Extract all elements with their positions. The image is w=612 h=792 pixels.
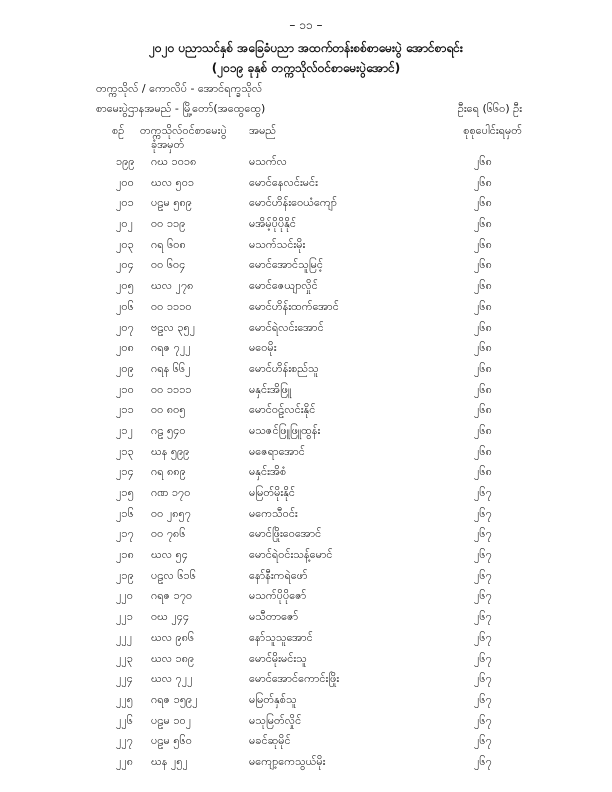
student-name: မောင်အောင်သူမြင့်: [249, 258, 324, 272]
table-row: [0, 693, 612, 714]
table-row: [0, 734, 612, 755]
roll-number: ဂရန ၆၆၂: [151, 361, 191, 375]
column-header-roll-sub: ခုံအမှတ်: [151, 138, 185, 151]
student-name: နော်သူသူအောင်: [249, 630, 313, 644]
row-number: ၂၁၇: [116, 527, 134, 541]
table-row: [0, 507, 612, 528]
roll-number: ဃလ ၁၈၉: [151, 651, 195, 665]
total-marks: ၂၆၈: [474, 217, 492, 231]
student-name: မောင်ဖြိုးဝေအောင်: [249, 527, 322, 541]
column-header-roll: တက္ကသိုလ်ဝင်စာမေးပွဲ: [140, 124, 227, 137]
row-number: ၂၂၀: [116, 589, 133, 603]
table-row: [0, 486, 612, 507]
roll-number: ပဠလ ၆၁၆: [151, 568, 196, 582]
total-marks: ၂၆၇: [474, 692, 492, 706]
table-row: [0, 321, 612, 342]
student-name: မသက်ပိုပိုဇော်: [249, 589, 307, 603]
student-name: မကေသီဝင်း: [249, 506, 298, 520]
roll-number: ဂရဇ ၁၅၉၂: [151, 692, 198, 706]
row-number: ၂၂၆: [116, 713, 133, 727]
total-marks: ၂၆၇: [474, 589, 492, 603]
table-row: [0, 631, 612, 652]
student-name: နော်နီးကရဲဖော်: [249, 568, 308, 582]
row-number: ၂၁၈: [116, 548, 134, 562]
total-marks: ၂၆၇: [474, 754, 492, 768]
row-number: ၂၀၇: [116, 320, 134, 334]
row-number: ၂၁၀: [116, 382, 134, 396]
table-row: [0, 589, 612, 610]
total-marks: ၂၆၈: [474, 175, 492, 189]
total-marks: ၂၆၈: [474, 361, 492, 375]
table-row: [0, 445, 612, 466]
quota-label: ဦးရေ (၆၆၀) ဦး: [457, 102, 522, 115]
roll-number: ဗဠလ ၃၅၂: [151, 320, 196, 334]
student-name: မောင်အောင်ကောင်းဖြိုး: [249, 672, 340, 686]
table-row: [0, 196, 612, 217]
roll-number: ဃလ ၂၇၈: [151, 279, 194, 293]
roll-number: ဝဃ ၂၄၄: [151, 610, 190, 624]
student-name: မအိမ့်ပိုပိုနိုင်: [249, 217, 296, 231]
student-name: မမြတ်နှစ်သူ: [249, 692, 297, 706]
table-row: [0, 403, 612, 424]
total-marks: ၂၆၇: [474, 527, 492, 541]
column-header-marks: စုစုပေါင်းရမှတ်: [463, 124, 522, 137]
row-number: ၂၁၃: [116, 444, 134, 458]
total-marks: ၂၆၇: [474, 713, 492, 727]
row-number: ၂၂၇: [116, 734, 133, 748]
table-row: [0, 672, 612, 693]
roll-number: ဝဝ ၇၈၆: [151, 527, 186, 541]
table-row: [0, 569, 612, 590]
table-row: [0, 176, 612, 197]
row-number: ၂၀၉: [116, 361, 134, 375]
student-name: မဇေရာအောင်: [249, 444, 305, 458]
roll-number: ဝဝ ၈၀၅: [151, 403, 186, 417]
row-number: ၂၀၆: [116, 299, 134, 313]
student-name: မသဇင်ဖြူဖြူထွန်း: [249, 423, 321, 437]
table-row: [0, 527, 612, 548]
roll-number: ဂရ ၆၀၈: [151, 237, 186, 251]
total-marks: ၂၆၇: [474, 672, 492, 686]
total-marks: ၂၆၈: [474, 341, 492, 355]
student-name: မောင်ဟိန်းဝေယံကျော်: [249, 196, 337, 210]
total-marks: ၂၆၈: [474, 196, 492, 210]
roll-number: ဃန ၅၉၉: [151, 444, 190, 458]
roll-number: ဂရ ၈၈၉: [151, 465, 186, 479]
total-marks: ၂၆၈: [474, 382, 492, 396]
table-row: [0, 279, 612, 300]
table-row: [0, 300, 612, 321]
row-number: ၂၁၂: [116, 423, 133, 437]
page-number: – ၁၁ –: [289, 18, 323, 32]
student-name: မသက်လ: [249, 155, 287, 168]
row-number: ၂၂၅: [116, 692, 133, 706]
row-number: ၂၀၅: [116, 279, 134, 293]
column-header-name: အမည်: [249, 124, 277, 137]
table-row: [0, 238, 612, 259]
results-table: [0, 155, 612, 776]
roll-number: ဃလ ၅၄: [151, 548, 188, 562]
table-row: [0, 217, 612, 238]
student-name: မောင်ဟိန်းစည်သူ: [249, 361, 319, 375]
row-number: ၂၂၃: [116, 651, 133, 665]
row-number: ၁၉၉: [116, 155, 135, 168]
table-row: [0, 755, 612, 776]
total-marks: ၂၆၇: [474, 568, 492, 582]
total-marks: ၂၆၇: [474, 630, 492, 644]
row-number: ၂၁၆: [116, 506, 134, 520]
exam-center-label: စာမေးပွဲဌာနအမည် - မြို့တော်(အထွေထွေ): [96, 102, 266, 115]
table-row: [0, 714, 612, 735]
student-name: မောင်ဟိန်းထက်အောင်: [249, 299, 339, 313]
column-header-no: စဉ်: [112, 124, 125, 137]
student-name: မောင်ရဲဝင်းသန့်မောင်: [249, 548, 333, 562]
roll-number: ပဠမ ၅၈၉: [151, 196, 192, 210]
row-number: ၂၀၂: [116, 217, 133, 231]
row-number: ၂၀၁: [116, 196, 134, 210]
row-number: ၂၂၂: [116, 630, 133, 644]
student-name: မဝေမိုး: [249, 341, 277, 355]
student-name: မောင်ဝဠ်လင်းနိုင်: [249, 403, 316, 417]
total-marks: ၂၆၈: [474, 155, 492, 168]
roll-number: ဂရဇ ၁၇၀: [151, 589, 193, 603]
roll-number: ဂဃ ၁၀၁၈: [151, 155, 197, 168]
table-row: [0, 258, 612, 279]
student-name: မောင်နေလင်းမင်း: [249, 175, 318, 189]
roll-number: ဝဝ ၁၁၁၀: [151, 299, 192, 313]
row-number: ၂၁၉: [116, 568, 134, 582]
total-marks: ၂၆၈: [474, 444, 492, 458]
table-row: [0, 362, 612, 383]
table-row: [0, 383, 612, 404]
row-number: ၂၀၄: [116, 258, 134, 272]
roll-number: ဃန ၂၅၂: [151, 754, 188, 768]
row-number: ၂၂၁: [116, 610, 133, 624]
roll-number: ပဠမ ၅၆၀: [151, 734, 192, 748]
total-marks: ၂၆၈: [474, 465, 492, 479]
roll-number: ဝဝ ၁၁၉: [151, 217, 186, 231]
student-name: မသုမြတ်လှိုင်: [249, 713, 302, 727]
student-name: မသီတာဇော်: [249, 610, 299, 624]
total-marks: ၂၆၈: [474, 237, 492, 251]
roll-number: ဂဠ ၅၄၀: [151, 423, 186, 437]
student-name: မသက်သင်းမိုး: [249, 237, 306, 251]
total-marks: ၂၆၈: [474, 279, 492, 293]
roll-number: ဂဏ ၁၇၀: [151, 486, 191, 499]
roll-number: ဝဝ ၁၁၁၁: [151, 382, 192, 396]
roll-number: ဝဝ ၂၈၅၇: [151, 506, 191, 520]
total-marks: ၂၆၇: [474, 610, 492, 624]
table-row: [0, 341, 612, 362]
total-marks: ၂၆၈: [474, 320, 492, 334]
total-marks: ၂၆၈: [474, 299, 492, 313]
row-number: ၂၂၈: [116, 754, 134, 768]
roll-number: ဃလ ၉၈၆: [151, 630, 195, 644]
row-number: ၂၁၄: [116, 465, 134, 479]
table-row: [0, 610, 612, 631]
roll-number: ဃလ ၅၀၁: [151, 175, 195, 189]
row-number: ၂၀၀: [116, 175, 134, 189]
row-number: ၂၀၃: [116, 237, 134, 251]
row-number: ၂၁၁: [116, 403, 134, 417]
student-name: မနှင်းအိဖြူ: [249, 382, 292, 396]
page-title: ၂၀၂၀ ပညာသင်နှစ် အခြေခံပညာ အထက်တန်းစစ်စာမေးပွဲ အောင်စာရင်း: [149, 41, 463, 55]
region-label: တက္ကသိုလ် / ကောလိပ် - အောင်ရက္ခသိုလ်: [96, 82, 263, 95]
student-name: မခင်ဆုမိုင်: [249, 734, 291, 748]
student-name: မောင်ရဲလင်းအောင်: [249, 320, 324, 334]
page-subtitle: (၂၀၁၉ ခုနှစ် တက္ကသိုလ်ဝင်စာမေးပွဲအောင်): [211, 61, 401, 75]
total-marks: ၂၆၇: [474, 486, 492, 499]
total-marks: ၂၆၈: [474, 403, 492, 417]
student-name: မောင်ဇေယျာလှိုင်: [249, 279, 318, 293]
student-name: မမြတ်မိုးနိုင်: [249, 486, 295, 499]
student-name: မကျော့ကေသွယ်မိုး: [249, 754, 326, 768]
table-row: [0, 652, 612, 673]
roll-number: ဃလ ၇၂၂: [151, 672, 193, 686]
roll-number: ပဠမ ၁၀၂: [151, 713, 192, 727]
total-marks: ၂၆၈: [474, 423, 492, 437]
total-marks: ၂၆၈: [474, 258, 492, 272]
total-marks: ၂၆၇: [474, 506, 492, 520]
total-marks: ၂၆၇: [474, 548, 492, 562]
row-number: ၂၁၅: [116, 486, 134, 499]
table-row: [0, 548, 612, 569]
row-number: ၂၀၈: [116, 341, 134, 355]
student-name: မနှင်းအိစံ: [249, 465, 287, 479]
row-number: ၂၂၄: [116, 672, 133, 686]
total-marks: ၂၆၇: [474, 651, 492, 665]
table-row: [0, 155, 612, 176]
roll-number: ဂရဇ ၇၂၂: [151, 341, 191, 355]
total-marks: ၂၆၇: [474, 734, 492, 748]
roll-number: ဝဝ ၆၀၄: [151, 258, 186, 272]
table-row: [0, 465, 612, 486]
student-name: မောင်မိုးမင်းသူ: [249, 651, 307, 665]
table-row: [0, 424, 612, 445]
